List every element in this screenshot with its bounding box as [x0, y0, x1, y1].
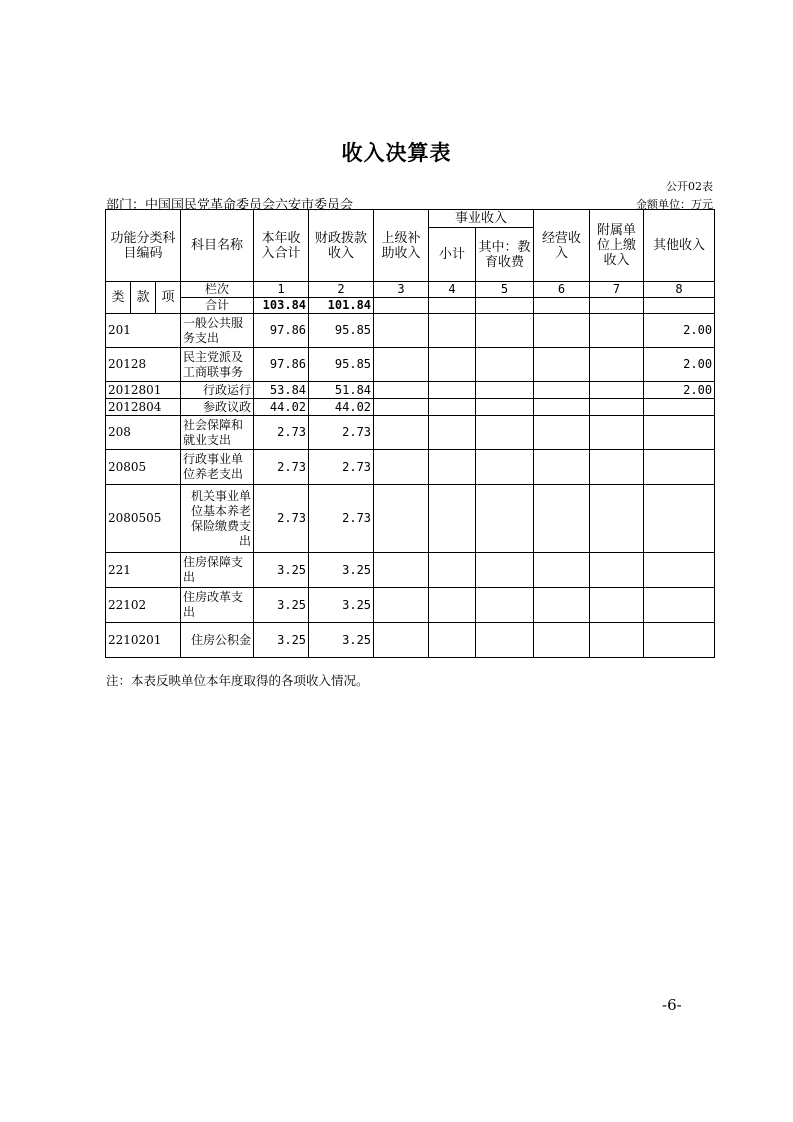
table-row [106, 450, 715, 485]
column-index-row [106, 282, 715, 298]
header-lei: 类 [106, 282, 131, 314]
header-xiang: 项 [156, 282, 181, 314]
row-other [644, 416, 715, 450]
row-other: 2.00 [644, 314, 715, 348]
row-other [644, 399, 715, 416]
col-number: 2 [309, 282, 374, 298]
row-fiscal: 51.84 [309, 382, 374, 399]
row-name: 民主党派及工商联事务 [181, 348, 254, 382]
row-code: 22102 [106, 588, 181, 623]
row-name: 参政议政 [181, 399, 254, 416]
row-total: 44.02 [254, 399, 309, 416]
page-title: 收入决算表 [341, 141, 452, 165]
row-other [644, 485, 715, 553]
row-code: 208 [106, 416, 181, 450]
total-row [106, 298, 715, 314]
row-fiscal: 3.25 [309, 623, 374, 658]
row-total: 97.86 [254, 314, 309, 348]
header-kuan: 款 [131, 282, 156, 314]
row-total: 53.84 [254, 382, 309, 399]
row-other: 2.00 [644, 382, 715, 399]
row-fiscal: 2.73 [309, 485, 374, 553]
table-row [106, 553, 715, 588]
row-code: 201 [106, 314, 181, 348]
header-career-subtotal: 小计 [429, 228, 476, 282]
header-career-edu: 其中：教育收费 [476, 228, 534, 282]
row-name: 住房公积金 [181, 623, 254, 658]
row-fiscal: 44.02 [309, 399, 374, 416]
col-number: 1 [254, 282, 309, 298]
table-row [106, 348, 715, 382]
row-code: 20805 [106, 450, 181, 485]
row-fiscal: 3.25 [309, 553, 374, 588]
total-income-value: 103.84 [254, 298, 309, 314]
row-name: 行政事业单位养老支出 [181, 450, 254, 485]
row-total: 3.25 [254, 553, 309, 588]
row-name: 社会保障和就业支出 [181, 416, 254, 450]
col-number: 7 [590, 282, 644, 298]
row-name: 住房保障支出 [181, 553, 254, 588]
header-func-code: 功能分类科目编码 [106, 210, 181, 282]
header-row-1 [106, 210, 715, 228]
row-total: 3.25 [254, 588, 309, 623]
row-total: 3.25 [254, 623, 309, 658]
row-other [644, 553, 715, 588]
header-total-income: 本年收入合计 [254, 210, 309, 282]
table-row [106, 588, 715, 623]
table-row [106, 399, 715, 416]
row-fiscal: 3.25 [309, 588, 374, 623]
header-career-income: 事业收入 [429, 210, 534, 228]
col-number: 4 [429, 282, 476, 298]
row-total: 2.73 [254, 416, 309, 450]
total-fiscal-value: 101.84 [309, 298, 374, 314]
col-number: 8 [644, 282, 715, 298]
table-row [106, 382, 715, 399]
row-code: 2012804 [106, 399, 181, 416]
row-total: 97.86 [254, 348, 309, 382]
header-affiliated: 附属单位上缴收入 [590, 210, 644, 282]
header-fiscal: 财政拨款收入 [309, 210, 374, 282]
total-label: 合计 [181, 298, 254, 314]
row-name: 住房改革支出 [181, 588, 254, 623]
row-name: 机关事业单位基本养老保险缴费支出 [181, 485, 254, 553]
table-row [106, 623, 715, 658]
row-fiscal: 2.73 [309, 450, 374, 485]
row-other [644, 450, 715, 485]
page-number: -6- [662, 996, 682, 1014]
row-total: 2.73 [254, 485, 309, 553]
table-note: 注：本表反映单位本年度取得的各项收入情况。 [106, 673, 369, 688]
table-row [106, 485, 715, 553]
row-fiscal: 95.85 [309, 314, 374, 348]
row-code: 2080505 [106, 485, 181, 553]
col-number: 3 [374, 282, 429, 298]
form-number: 公开02表 [666, 180, 713, 193]
amount-unit-label: 金额单位：万元 [636, 198, 713, 211]
row-code: 20128 [106, 348, 181, 382]
header-other: 其他收入 [644, 210, 715, 282]
row-other [644, 588, 715, 623]
row-other [644, 623, 715, 658]
row-total: 2.73 [254, 450, 309, 485]
table-row [106, 314, 715, 348]
col-number: 5 [476, 282, 534, 298]
row-fiscal: 2.73 [309, 416, 374, 450]
col-number: 6 [534, 282, 590, 298]
department-label: 部门：中国国民党革命委员会六安市委员会 [106, 198, 354, 213]
header-subject-name: 科目名称 [181, 210, 254, 282]
column-index-label: 栏次 [181, 282, 254, 298]
row-code: 2012801 [106, 382, 181, 399]
header-superior-subsidy: 上级补助收入 [374, 210, 429, 282]
row-code: 2210201 [106, 623, 181, 658]
income-table [105, 209, 715, 658]
row-name: 行政运行 [181, 382, 254, 399]
header-operating: 经营收入 [534, 210, 590, 282]
row-name: 一般公共服务支出 [181, 314, 254, 348]
row-fiscal: 95.85 [309, 348, 374, 382]
row-code: 221 [106, 553, 181, 588]
table-row [106, 416, 715, 450]
row-other: 2.00 [644, 348, 715, 382]
